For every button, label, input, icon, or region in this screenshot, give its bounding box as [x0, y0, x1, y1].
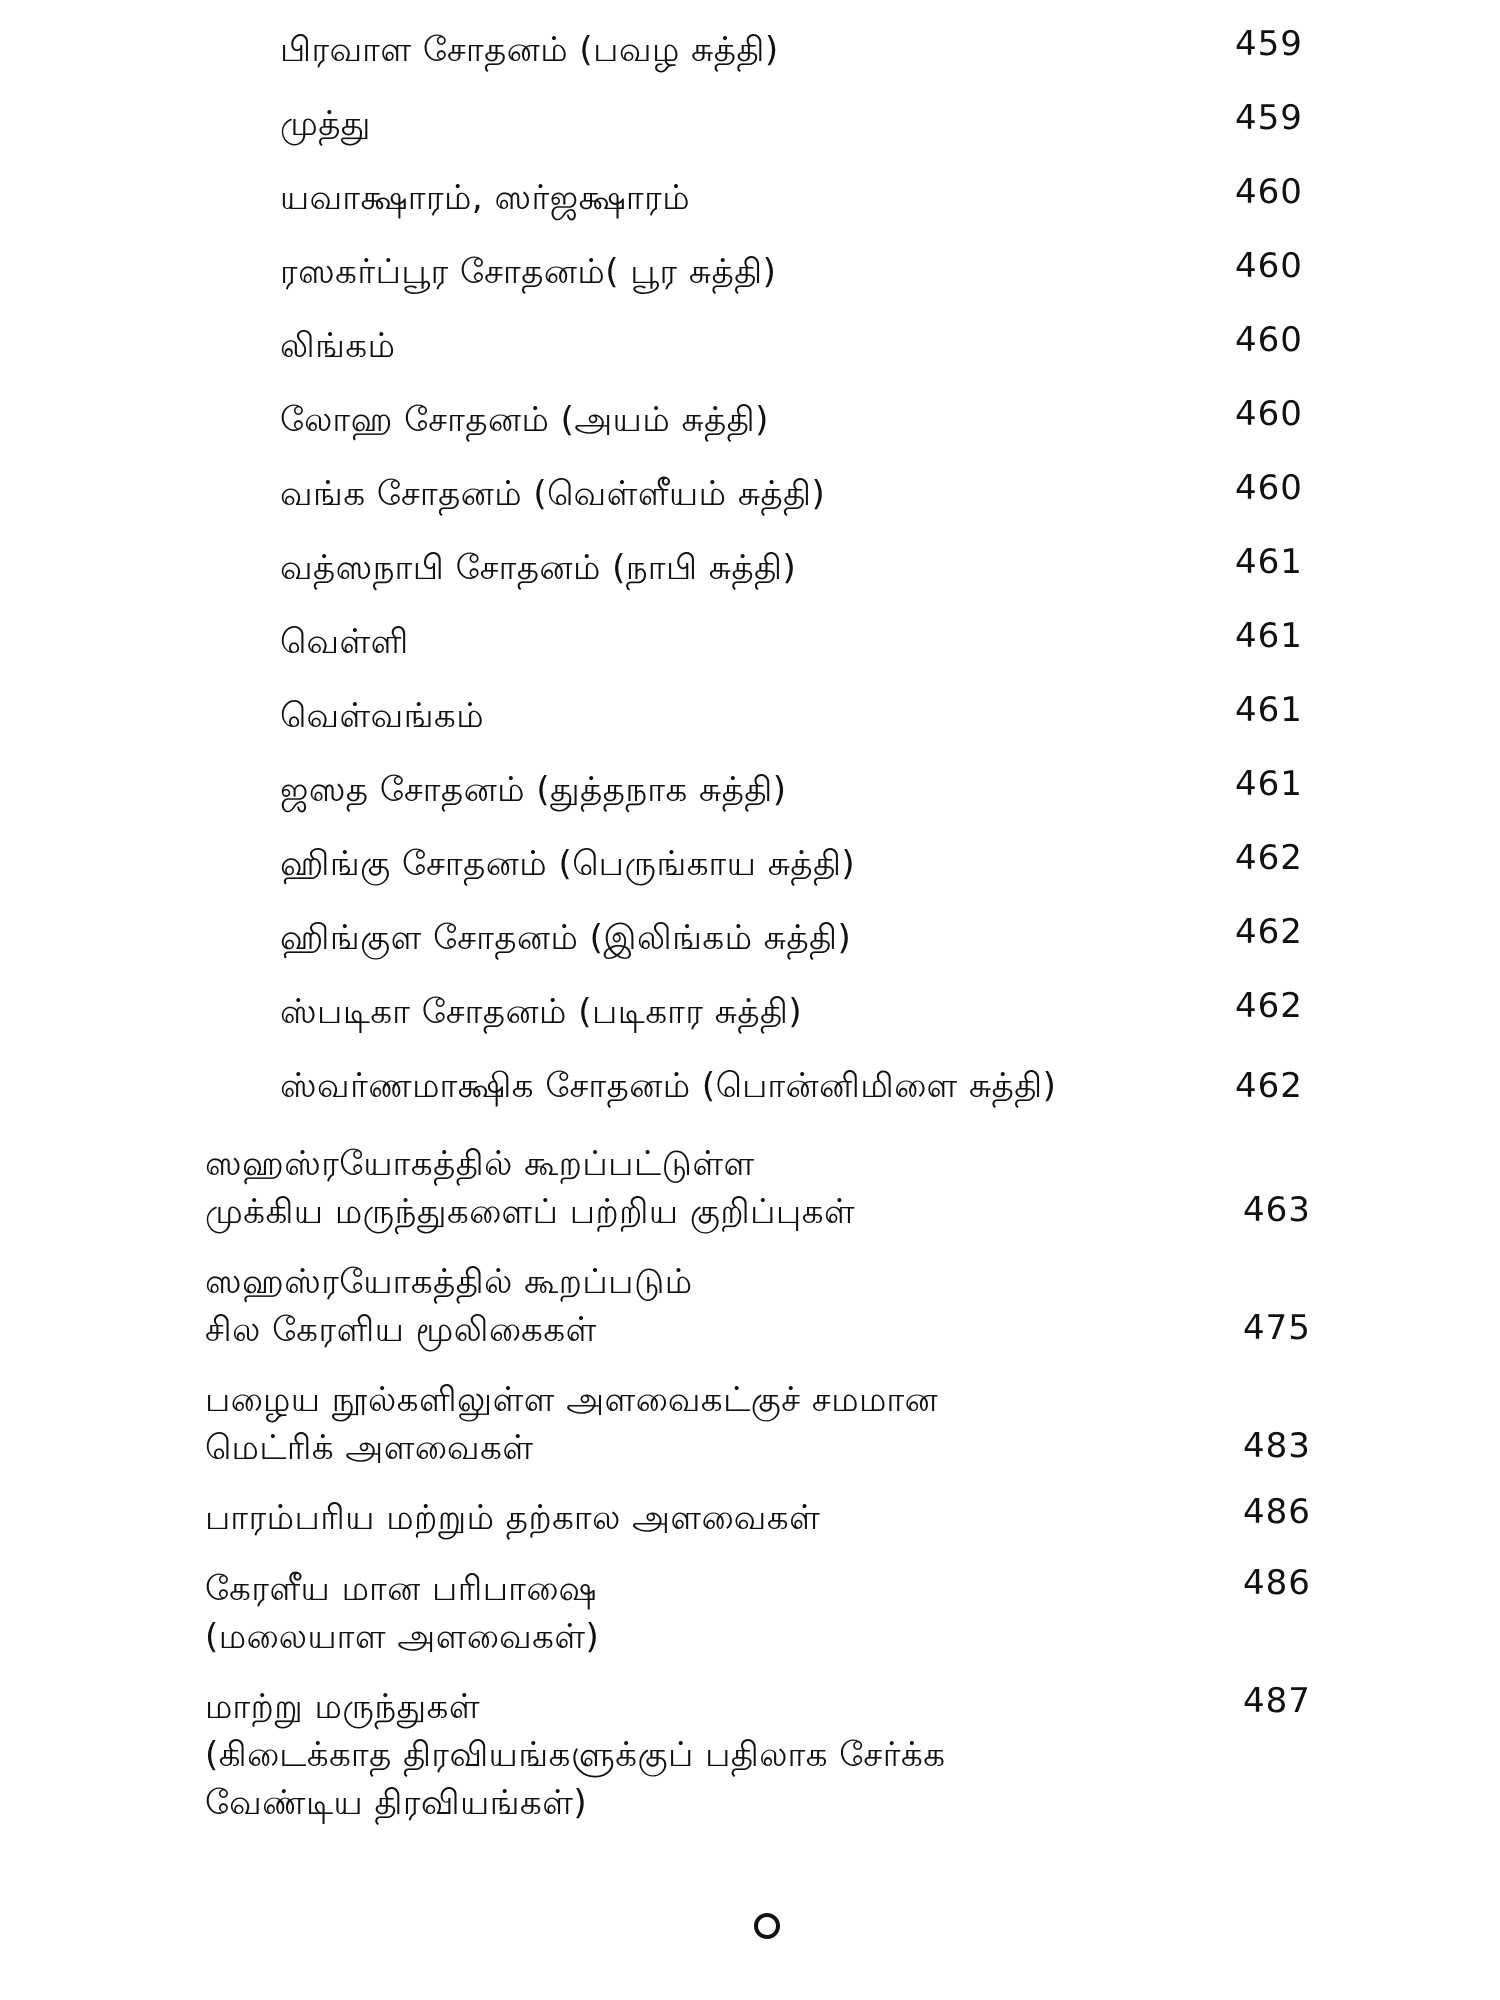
- toc-entry-title: லோஹ சோதனம் (அயம் சுத்தி): [280, 400, 769, 440]
- toc-entry-title: ரஸகர்ப்பூர சோதனம்( பூர சுத்தி): [280, 252, 777, 292]
- toc-section-title-line: ஸஹஸ்ரயோகத்தில் கூறப்படும்: [205, 1262, 693, 1302]
- toc-entry-title: யவாக்ஷாரம், ஸர்ஜக்ஷாரம்: [280, 178, 691, 218]
- toc-section-title: [205, 1140, 855, 1236]
- toc-entry-page: 460: [1235, 172, 1303, 212]
- toc-entry-page: 460: [1235, 246, 1303, 286]
- folio-circle-icon: [754, 1913, 780, 1939]
- toc-section-title: [205, 1258, 693, 1354]
- toc-section-page: 475: [1243, 1308, 1311, 1348]
- toc-entry-page: 461: [1235, 690, 1303, 730]
- toc-section-title-line: மெட்ரிக் அளவைகள்: [205, 1428, 534, 1468]
- toc-section-title-line: கேரளீய மான பரிபாஷை: [205, 1569, 598, 1609]
- toc-section-title-line: மாற்று மருந்துகள்: [205, 1687, 481, 1727]
- toc-section-title: [205, 1565, 599, 1661]
- toc-entry-page: 460: [1235, 394, 1303, 434]
- toc-entry-page: 462: [1235, 838, 1303, 878]
- toc-section-page: 483: [1243, 1426, 1311, 1466]
- toc-entry-title: ஹிங்குள சோதனம் (இலிங்கம் சுத்தி): [280, 918, 852, 958]
- toc-entry-title: முத்து: [280, 104, 371, 144]
- toc-section-page: 463: [1243, 1190, 1311, 1230]
- toc-entry-page: 460: [1235, 468, 1303, 508]
- toc-section-title-line: (கிடைக்காத திரவியங்களுக்குப் பதிலாக சேர்க்க: [205, 1735, 946, 1775]
- toc-entry-title: ஜஸத சோதனம் (துத்தநாக சுத்தி): [280, 770, 787, 810]
- toc-section-title-line: முக்கிய மருந்துகளைப் பற்றிய குறிப்புகள்: [205, 1192, 856, 1232]
- toc-entry-title: வங்க சோதனம் (வெள்ளீயம் சுத்தி): [280, 474, 826, 514]
- toc-entry-page: 461: [1235, 616, 1303, 656]
- toc-section-title-line: ஸஹஸ்ரயோகத்தில் கூறப்பட்டுள்ள: [205, 1144, 755, 1184]
- toc-entry-page: 462: [1235, 912, 1303, 952]
- toc-entry-title: வத்ஸநாபி சோதனம் (நாபி சுத்தி): [280, 548, 797, 588]
- toc-section-page: 486: [1243, 1492, 1311, 1532]
- toc-entry-page: 461: [1235, 764, 1303, 804]
- toc-entry-title: லிங்கம்: [280, 326, 396, 366]
- toc-entry-title: வெள்வங்கம்: [280, 696, 485, 736]
- toc-entry-title: ஸ்படிகா சோதனம் (படிகார சுத்தி): [280, 992, 803, 1032]
- toc-entry-title: வெள்ளி: [280, 622, 409, 662]
- toc-section-title-line: (மலையாள அளவைகள்): [205, 1617, 600, 1657]
- toc-entry-title: ஹிங்கு சோதனம் (பெருங்காய சுத்தி): [280, 844, 856, 884]
- toc-section-title-line: பாரம்பரிய மற்றும் தற்கால அளவைகள்: [205, 1498, 821, 1538]
- toc-entry-title: பிரவாள சோதனம் (பவழ சுத்தி): [280, 30, 779, 70]
- toc-section-title-line: பழைய நூல்களிலுள்ள அளவைகட்குச் சமமான: [205, 1380, 939, 1420]
- toc-section-page: 487: [1243, 1681, 1311, 1721]
- toc-section-title: [205, 1494, 820, 1542]
- toc-section-title: [205, 1683, 946, 1827]
- toc-section-title-line: வேண்டிய திரவியங்கள்): [205, 1783, 588, 1823]
- toc-entry-page: 462: [1235, 986, 1303, 1026]
- toc-section-page: 486: [1243, 1563, 1311, 1603]
- toc-entry-page: 459: [1235, 98, 1303, 138]
- toc-entry-page: 462: [1235, 1066, 1303, 1106]
- toc-section-title: [205, 1376, 938, 1472]
- toc-entry-page: 459: [1235, 24, 1303, 64]
- toc-entry-page: 460: [1235, 320, 1303, 360]
- toc-section-title-line: சில கேரளிய மூலிகைகள்: [205, 1310, 597, 1350]
- toc-entry-page: 461: [1235, 542, 1303, 582]
- toc-entry-title: ஸ்வர்ணமாக்ஷிக சோதனம் (பொன்னிமிளை சுத்தி): [280, 1066, 1057, 1106]
